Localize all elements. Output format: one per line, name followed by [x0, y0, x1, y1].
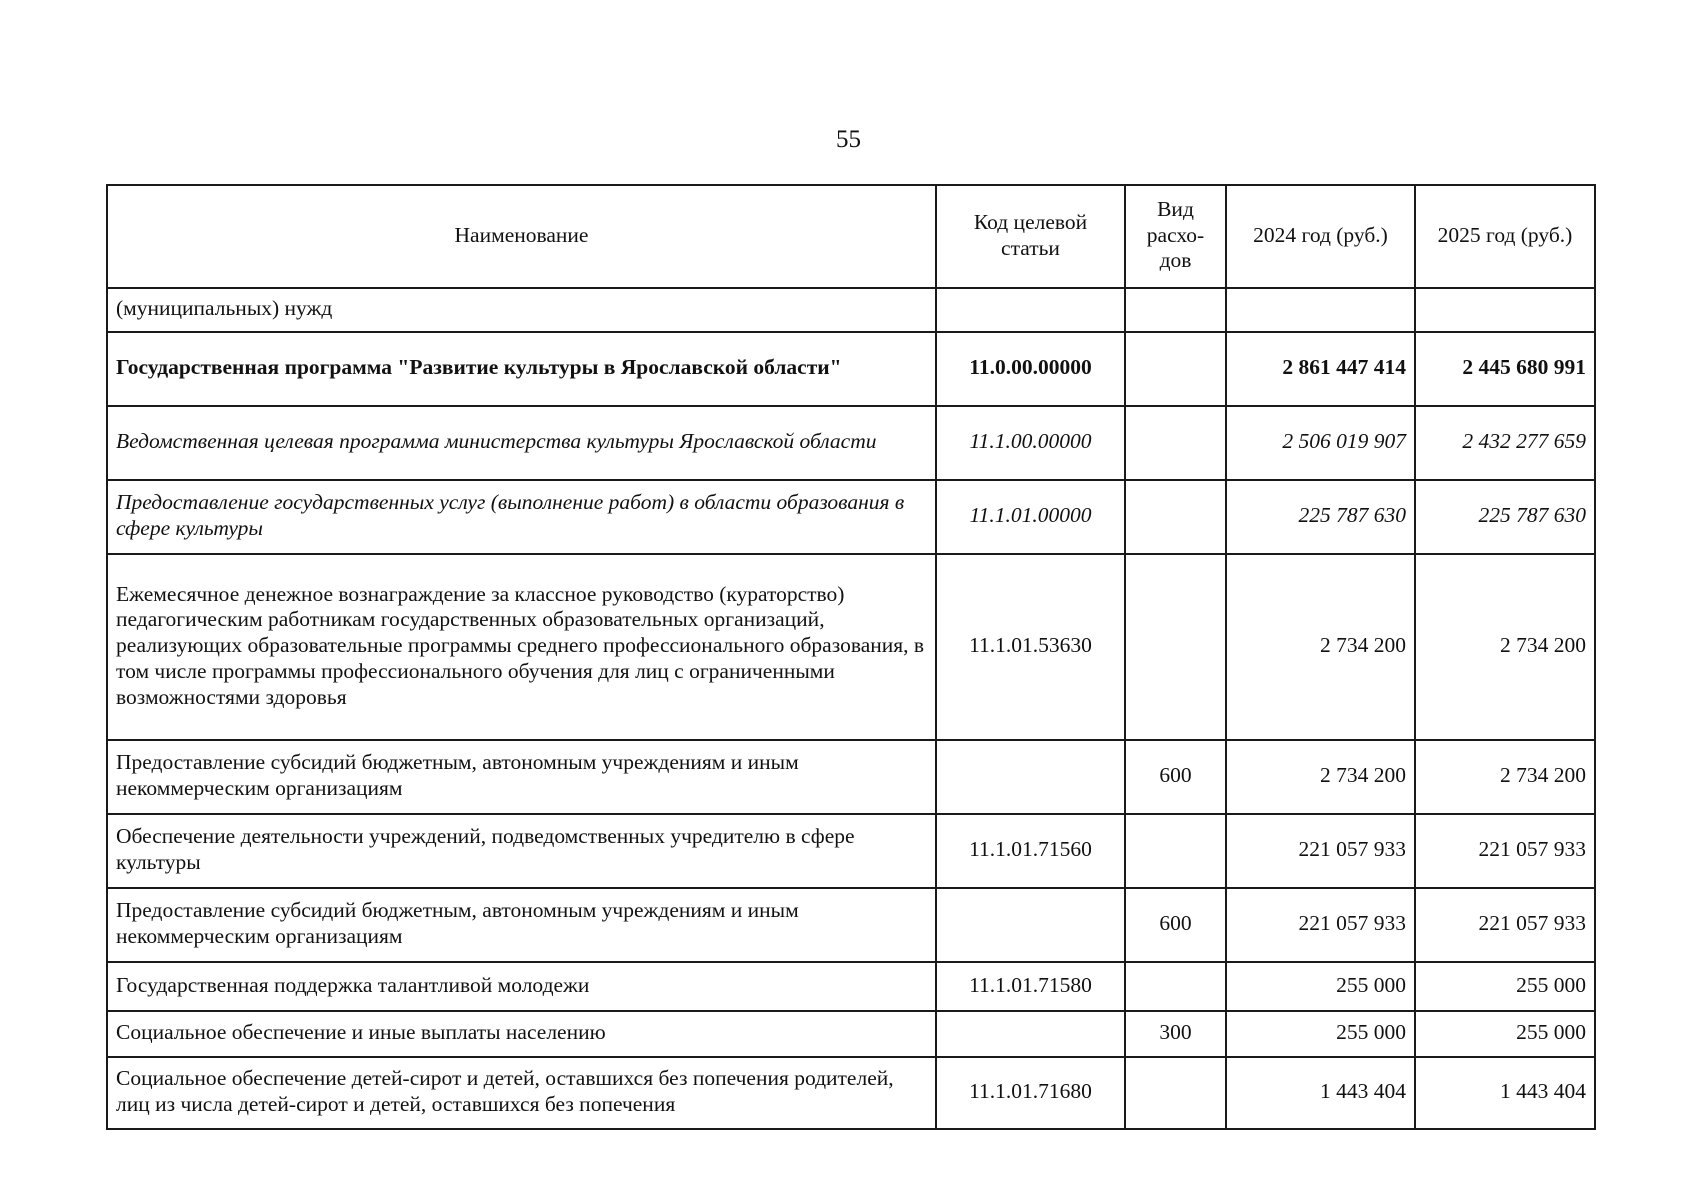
row-2024: 221 057 933: [1226, 814, 1415, 888]
row-kind: [1125, 406, 1226, 480]
row-name: Предоставление субсидий бюджетным, автономным учреждениям и иным некоммерческим организациям: [107, 888, 936, 962]
row-kind: [1125, 480, 1226, 554]
row-2025: 255 000: [1415, 962, 1595, 1011]
row-2025: [1415, 288, 1595, 332]
row-code: [936, 740, 1125, 814]
table-row: [107, 1011, 1595, 1057]
row-name: Социальное обеспечение и иные выплаты населению: [107, 1011, 936, 1057]
table-row: [107, 814, 1595, 888]
table-row: [107, 740, 1595, 814]
row-code: 11.1.00.00000: [936, 406, 1125, 480]
row-2025: 2 445 680 991: [1415, 332, 1595, 406]
row-2024: 2 734 200: [1226, 554, 1415, 740]
table-row: [107, 554, 1595, 740]
row-kind: [1125, 962, 1226, 1011]
table-row: [107, 288, 1595, 332]
row-name: Ежемесячное денежное вознаграждение за классное руководство (кураторство) педагогическим работникам государственных образовательных организаций, реализующих образовательные программы среднего профессионального образования, в том числе программы профессионального обучения для лиц с ограниченными возможностями здоровья: [107, 554, 936, 740]
row-code: 11.1.01.71680: [936, 1057, 1125, 1129]
row-kind: [1125, 1057, 1226, 1129]
table-row: [107, 480, 1595, 554]
row-2024: 2 506 019 907: [1226, 406, 1415, 480]
row-code: [936, 1011, 1125, 1057]
row-2024: 225 787 630: [1226, 480, 1415, 554]
row-2025: 225 787 630: [1415, 480, 1595, 554]
budget-table: [106, 184, 1596, 1130]
header-2025: 2025 год (руб.): [1415, 185, 1595, 288]
table-row: [107, 1057, 1595, 1129]
header-name: Наименование: [107, 185, 936, 288]
row-2025: 2 432 277 659: [1415, 406, 1595, 480]
row-code: 11.0.00.00000: [936, 332, 1125, 406]
row-2025: 1 443 404: [1415, 1057, 1595, 1129]
row-2024: 255 000: [1226, 962, 1415, 1011]
table-header: [107, 185, 1595, 288]
row-name: Предоставление субсидий бюджетным, автономным учреждениям и иным некоммерческим организациям: [107, 740, 936, 814]
header-2024: 2024 год (руб.): [1226, 185, 1415, 288]
row-code: 11.1.01.71560: [936, 814, 1125, 888]
row-kind: [1125, 288, 1226, 332]
table-row: [107, 888, 1595, 962]
row-2025: 2 734 200: [1415, 554, 1595, 740]
row-name: Обеспечение деятельности учреждений, подведомственных учредителю в сфере культуры: [107, 814, 936, 888]
row-kind: [1125, 814, 1226, 888]
header-code: Код целевой статьи: [936, 185, 1125, 288]
row-name: Государственная программа "Развитие культуры в Ярославской области": [107, 332, 936, 406]
row-code: 11.1.01.00000: [936, 480, 1125, 554]
row-name: Государственная поддержка талантливой молодежи: [107, 962, 936, 1011]
page-number: 55: [836, 126, 861, 153]
row-2024: 2 861 447 414: [1226, 332, 1415, 406]
row-2025: 221 057 933: [1415, 888, 1595, 962]
row-kind: 300: [1125, 1011, 1226, 1057]
table-row: [107, 406, 1595, 480]
row-kind: [1125, 554, 1226, 740]
row-name: (муниципальных) нужд: [107, 288, 936, 332]
header-kind: Вид расхо-дов: [1125, 185, 1226, 288]
row-kind: [1125, 332, 1226, 406]
row-code: 11.1.01.71580: [936, 962, 1125, 1011]
row-name: Ведомственная целевая программа министерства культуры Ярославской области: [107, 406, 936, 480]
row-name: Предоставление государственных услуг (выполнение работ) в области образования в сфере культуры: [107, 480, 936, 554]
row-2024: 1 443 404: [1226, 1057, 1415, 1129]
row-2024: 221 057 933: [1226, 888, 1415, 962]
row-2025: 221 057 933: [1415, 814, 1595, 888]
row-kind: 600: [1125, 740, 1226, 814]
table-body: [107, 288, 1595, 1129]
row-code: [936, 288, 1125, 332]
table-row: [107, 962, 1595, 1011]
row-code: 11.1.01.53630: [936, 554, 1125, 740]
row-kind: 600: [1125, 888, 1226, 962]
row-2024: [1226, 288, 1415, 332]
row-2025: 255 000: [1415, 1011, 1595, 1057]
row-2025: 2 734 200: [1415, 740, 1595, 814]
table-row: [107, 332, 1595, 406]
row-2024: 2 734 200: [1226, 740, 1415, 814]
row-2024: 255 000: [1226, 1011, 1415, 1057]
row-code: [936, 888, 1125, 962]
row-name: Социальное обеспечение детей-сирот и детей, оставшихся без попечения родителей, лиц из числа детей-сирот и детей, оставшихся без попечения: [107, 1057, 936, 1129]
